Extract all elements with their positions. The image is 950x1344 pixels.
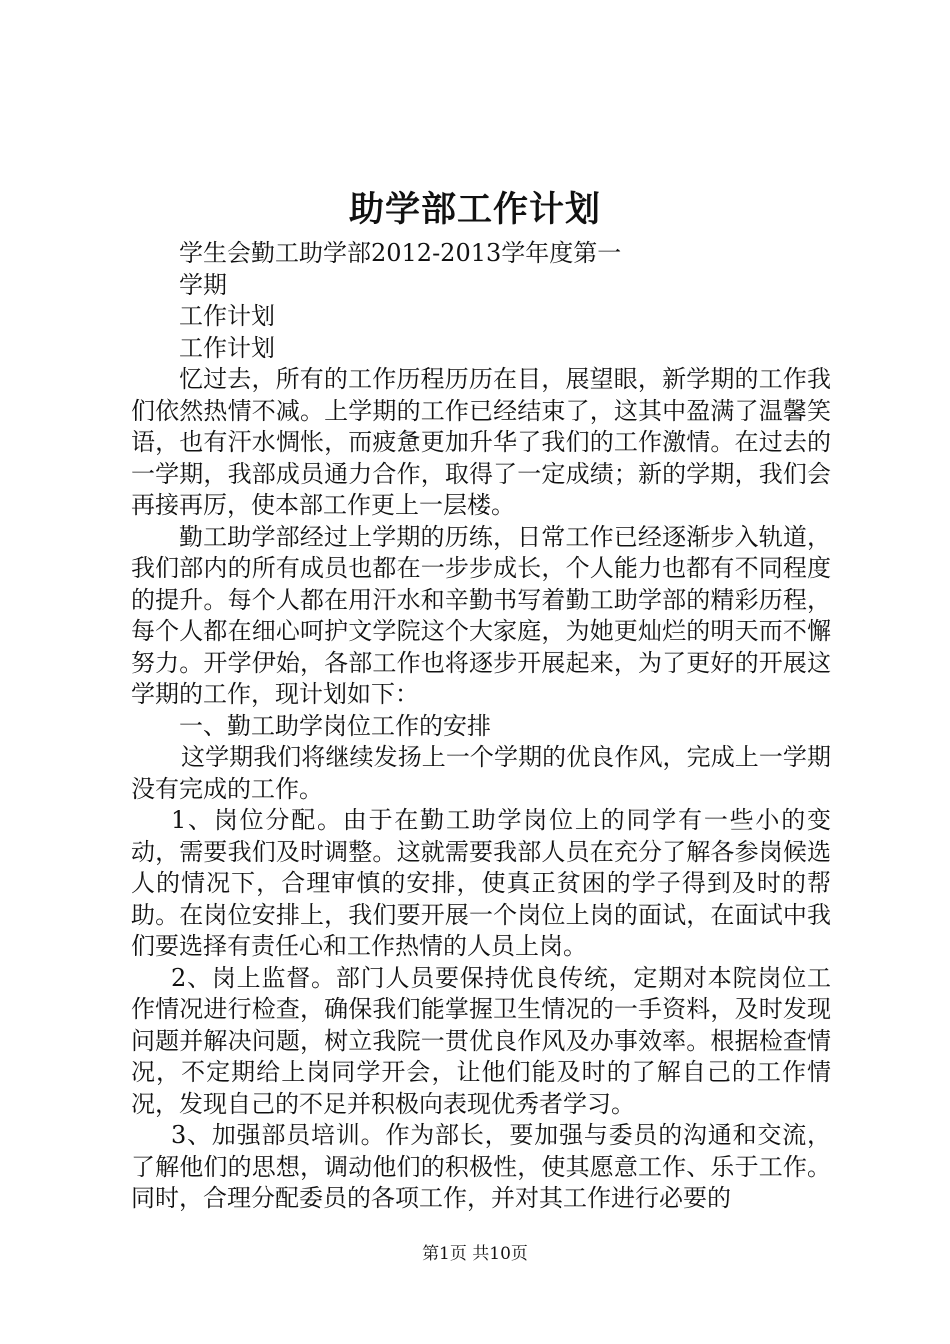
paragraph: 1、岗位分配。由于在勤工助学岗位上的同学有一些小的变动，需要我们及时调整。这就需要我部人员在充分了解各参岗候选人的情况下，合理审慎的安排，使真正贫困的学子得到及时的帮助。在岗位安排上，我们要开展一个岗位上岗的面试，在面试中我们要选择有责任心和工作热情的人员上岗。 — [131, 806, 831, 960]
document-title: 助学部工作计划 — [348, 189, 601, 230]
heading-line: 工作计划 — [179, 302, 275, 330]
document-body — [131, 238, 831, 1215]
section-heading: 一、勤工助学岗位工作的安排 — [179, 711, 491, 740]
heading-line: 学生会勤工助学部2012-2013学年度第一 — [179, 239, 622, 267]
heading-line: 学期 — [179, 270, 227, 299]
paragraph: 忆过去，所有的工作历程历历在目，展望眼，新学期的工作我们依然热情不减。上学期的工作已经结束了，这其中盈满了温馨笑语，也有汗水惆怅，而疲惫更加升华了我们的工作激情。在过去的一学期，我部成员通力合作，取得了一定成绩；新的学期，我们会再接再厉，使本部工作更上一层楼。 — [131, 365, 831, 519]
paragraph: 勤工助学部经过上学期的历练，日常工作已经逐渐步入轨道，我们部内的所有成员也都在一步步成长，个人能力也都有不同程度的提升。每个人都在用汗水和辛勤书写着勤工助学部的精彩历程，每个人都在细心呵护文学院这个大家庭，为她更灿烂的明天而不懈努力。开学伊始，各部工作也将逐步开展起来，为了更好的开展这学期的工作，现计划如下： — [131, 522, 831, 708]
heading-line: 工作计划 — [179, 333, 275, 362]
page-footer: 第1页 共10页 — [422, 1244, 528, 1264]
paragraph: 这学期我们将继续发扬上一个学期的优良作风，完成上一学期没有完成的工作。 — [131, 743, 831, 803]
paragraph: 2、岗上监督。部门人员要保持优良传统，定期对本院岗位工作情况进行检查，确保我们能掌握卫生情况的一手资料，及时发现问题并解决问题，树立我院一贯优良作风及办事效率。根据检查情况，不定期给上岗同学开会，让他们能及时的了解自己的工作情况，发现自己的不足并积极向表现优秀者学习。 — [131, 963, 831, 1118]
paragraph: 3、加强部员培训。作为部长，要加强与委员的沟通和交流，了解他们的思想，调动他们的积极性，使其愿意工作、乐于工作。同时，合理分配委员的各项工作，并对其工作进行必要的 — [131, 1121, 831, 1212]
